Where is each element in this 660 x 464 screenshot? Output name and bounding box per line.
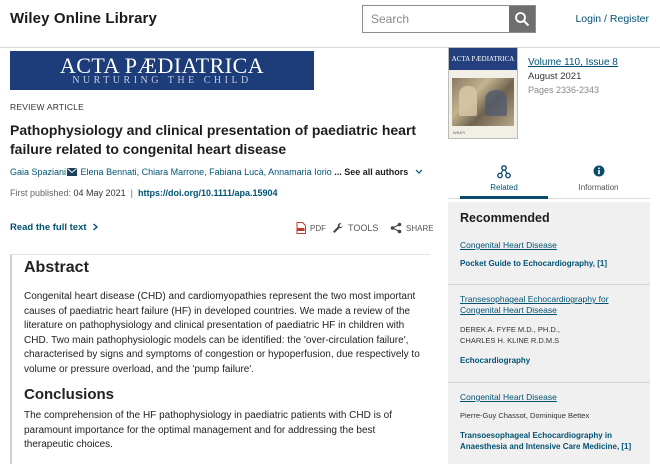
article-type: REVIEW ARTICLE <box>10 102 84 112</box>
pdf-label: PDF <box>310 223 326 233</box>
journal-banner[interactable] <box>10 51 314 90</box>
recommended-item-title[interactable]: Congenital Heart Disease <box>460 392 557 402</box>
recommended-item-authors: DEREK A. FYFE M.D., PH.D., <box>460 325 561 334</box>
login-register-link[interactable]: Login / Register <box>575 13 649 25</box>
site-logo[interactable]: Wiley Online Library <box>10 10 157 27</box>
article-title: Pathophysiology and clinical presentation of paediatric heart failure related to congenital heart disease <box>10 122 417 157</box>
abstract-text: Congenital heart disease (CHD) and cardiomyopathies represent the two most important causes of paediatric heart failure (HF) in developed countries. We made a review of the literature on pathophysiology and clinical presentation of paediatric HF in children with CHD. Two main pathophysiologic models can be identified: the 'over-circulation failure', characterised by signs and symptoms of congestion or hypoperfusion, due respectively to volume or pressure overload, and the 'pump failure'. <box>24 291 420 375</box>
journal-cover[interactable] <box>448 47 518 139</box>
top-bar <box>0 0 660 48</box>
recommended-item-title[interactable]: Congenital Heart Disease <box>460 240 557 250</box>
recommended-item-authors: Pierre-Guy Chassot, Dominique Bettex <box>460 411 590 420</box>
abstract-heading: Abstract <box>24 259 89 276</box>
cover-title: ACTA PÆDIATRICA <box>449 48 517 70</box>
divider <box>448 382 650 383</box>
author-link[interactable]: Gaia Spaziani <box>10 167 67 177</box>
sidebar-tabs <box>448 160 650 199</box>
read-full-text-label: Read the full text <box>10 222 87 233</box>
publication-info <box>10 188 278 198</box>
tab-information-label: Information <box>578 183 619 192</box>
cover-figure <box>459 86 477 116</box>
chevron-down-icon[interactable] <box>415 169 423 175</box>
recommended-item-source: Transoesophageal Echocardiography in Anaesthesia and Intensive Care Medicine, [1] <box>460 431 632 451</box>
pdf-icon <box>296 222 306 234</box>
share-icon <box>390 222 402 234</box>
journal-name: ACTA PÆDIATRICA <box>59 53 265 78</box>
cover-figure <box>485 90 507 116</box>
first-published-label: First published: <box>10 188 72 198</box>
cover-publisher: WILEY <box>453 130 466 135</box>
coauthor-links[interactable]: Elena Bennati, Chiara Marrone, Fabiana Lucà, Annamaria Iorio <box>78 167 332 177</box>
info-icon <box>593 165 605 177</box>
volume-issue-link[interactable]: Volume 110, Issue 8 <box>528 57 618 68</box>
share-button[interactable] <box>390 222 434 234</box>
search-button[interactable] <box>509 6 535 32</box>
recommended-item-source: Echocardiography <box>460 356 531 365</box>
recommended-heading: Recommended <box>460 211 550 225</box>
recommended-panel <box>448 202 650 464</box>
tools-button[interactable] <box>332 222 378 234</box>
author-list <box>10 167 423 177</box>
recommended-item-source: Pocket Guide to Echocardiography, [1] <box>460 259 607 268</box>
divider <box>448 284 650 285</box>
separator: | <box>128 188 136 198</box>
page-range: Pages 2336-2343 <box>528 85 600 95</box>
tab-related-label: Related <box>490 183 518 192</box>
recommended-item-authors: CHARLES H. KLINE R.D.M.S <box>460 336 560 345</box>
mail-icon[interactable] <box>67 168 77 176</box>
search-icon <box>514 11 530 27</box>
read-full-text-link[interactable] <box>10 222 99 233</box>
chevron-right-icon <box>92 223 99 231</box>
wrench-icon <box>332 222 344 234</box>
first-published-date: 04 May 2021 <box>73 188 126 198</box>
tools-label: TOOLS <box>348 223 379 233</box>
share-label: SHARE <box>406 223 434 233</box>
doi-link[interactable]: https://doi.org/10.1111/apa.15904 <box>137 188 278 198</box>
related-icon <box>497 165 511 179</box>
tab-related[interactable] <box>460 160 548 199</box>
tab-information[interactable] <box>548 160 649 199</box>
issue-date: August 2021 <box>528 71 582 82</box>
search-input[interactable] <box>363 6 509 32</box>
pdf-button[interactable] <box>296 222 326 234</box>
journal-tagline: NURTURING THE CHILD <box>72 75 252 86</box>
see-all-authors-link[interactable]: ... See all authors <box>331 167 409 177</box>
conclusions-heading: Conclusions <box>24 386 115 403</box>
recommended-item-title[interactable]: Transesophageal Echocardiography for Congenital Heart Disease <box>460 294 609 315</box>
conclusions-text: The comprehension of the HF pathophysiology in paediatric patients with CHD is of paramount importance for the optimal management and for addressing the best therapeutic choices. <box>24 410 392 450</box>
search-box <box>362 5 536 33</box>
